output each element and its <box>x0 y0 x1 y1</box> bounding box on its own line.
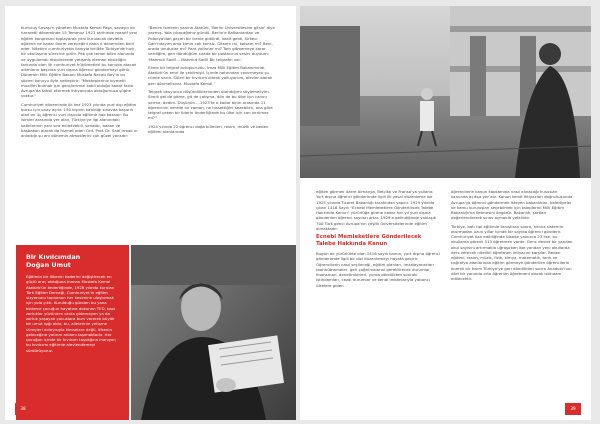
sidebar-title-line1: Bir Kıvılcımdan <box>26 253 81 261</box>
section-heading-line2: Talebe Hakkında Kanun <box>316 240 388 247</box>
page-number-right: 39 <box>565 403 581 415</box>
right-text-column-2 <box>451 189 575 285</box>
sidebar-body: Eğitimin bir ülkenin kaderini değiştirecek en güçlü araç olduğuna inanan Mustafa Kemal Atatürk'ün önderliğinde, 1928 yılında kurulan Türk Eğitim Derneği, Cumhuriyet'in eğitim vizyonunu toplumun her kesimine ulaştırmak için yola çıktı. Kurulduğu günden bu yana binlerce çocuğun hayatına dokunan TED, bazı zorluklar yüzünden okula gidemeyen ya da zorluk yaşayan çocuklara burs vererek büyük bir umut ışığı oldu; bu, ailelerinin yetişme süreçleri dolayısıyla kimselere değil, ülkenin geleceğine yatırım anlamı taşımaktadır. Her çocuğun içinde bir kıvılcım taşıdığına inanıyor; bu kıvılcımı eğitimle alevlendirmeyi sürdürüyoruz. <box>26 274 117 353</box>
paragraph: eğitim görmek üzere Almanya, Belçika ve Fransa'ya yollanır. Yurt dışına öğrenci gönderimde ilgili ilk yasal düzenleme ise 1925 yılında Ticaret Bakanlığı tarafından yapılır. 1929 yılında çıkan 1416 Sayılı "Ecnebi Memleketlere Gönderilecek Talebe Hakkında Kanun" yürürlüğe girene kadar her yıl yurt dışına gönderilen öğrenci sayıları artar. 1929'a gelindiğinde yaklaşık 700 Türk genci Avrupa'nın çeşitli üniversitelerinde eğitim almaktadır. <box>316 189 437 231</box>
paragraph: Kurtuluş Savaşı'n yöneten Mustafa Kemal Paşa, savaşın en hararetli döneminde 15 Temmuz 1921 tarihinde maarif yeni eğitim kongresini toplayarak yeni kurulacak devletin eğitime ne kadar önem vereceğini daha o dönemden belli eder. Nitekim cumhuriyetin ilanıyla birlikte Türkiye'de hızlı bir okullaşma sürecine girilir. Pek çok temel bilim alanında ve uygulamalı disiplinlerde yetişmiş eleman eksikliğin farkında olan ilk cumhuriyet hükümetleri bu konuda atacak adımların başında yurt dışına öğrenci göndermeyi görür. Dönemin Milli Eğitim Bakanı Mustafa Necati Bey'in bu sözleri konuyu öyle netleştirir: "Mektepleriniz kıymetli muallim bulmak için gençlerimizi kabil olduğu kadar fazla Avrupa'da tahsil ettirmek ihtiyacında olduğumuza şüphe yoktur." <box>21 25 138 99</box>
quote-paragraph: Elime bir telgraf tutuşturuldu. İmza Milli Eğitim Bakanımındı. Atatürk'ün emri ile çekilmişti. İçinde hatırından çevirmeyen şu cümle vardı. Süleri bir kıvılcım olarak yolluyorum, alevler olarak geri dönmelisiniz. Mustafa Kemal.' <box>148 64 273 86</box>
left-text-column-1 <box>21 25 139 142</box>
beach-child-photo <box>300 6 591 178</box>
paragraph: Bugün de yürürlükte olan 1416 sayılı kanun, yurt dışına öğrenci gönderimde ilgili bir dizi düzenlemeyi hayata geçirir. Öğrencilerin nasıl seçileceği, eğitim planları, imzalayacakları taahhütnameler, geri çağrılmalarını gerektirecek durumlar, finansman, denetimlerleri, yurda döndükten sonraki istihdamları, cezai durumlar ve kendi imkânlarıyla yabancı ülkelere giden <box>316 251 440 288</box>
section-heading <box>316 234 440 247</box>
quote-paragraph: Telgrafı okuyunca düşündüklerimden utandığımı söylemeliyim. Simdi gel de gitme, git de çalışma, dön de bu ülke için canını verme, dedim. Düşünün ...1923'te o kadar binin arasında 11 öğrencinin nerede ne zaman, ne hissettiğini sezebilen, ona göre telgraf çeken bir liderin önderliğinde bu ülke için can verilmez mi?" <box>148 89 273 121</box>
left-page <box>5 6 296 420</box>
paragraph: 1924 yılında 22 öğrenci doğa bilimleri, resim, müzik ve beden eğitimi alanlarında <box>148 123 269 135</box>
sidebar-title <box>26 254 119 269</box>
paragraph: Türkiye, batı tipi eğitimle tanıştıran sonra, henüz sistemin oturmadan uzun yıllar içinde bir sayıda öğrenci gönderir. Cumhuriyet ilan edildiğinde ülkede yalnızca 23 lise, bu okullarda görevli 513 öğretmen vardır. Genç devlet bir yandan okul sayısını artırmakla uğraşırken öte yandan yeni okullarda ders verecek nitelikli öğretmen ihtiyacını karşılar. Beden eğitimi, resim, müzik, fizik, kimya, matematik, tarih ve coğrafya alanlarında eğitim görmeye gönderilen öğrencilerin önemli bir kısmı Türkiye'ye geri döndükten sonra Anadolu'nun dört bir yanında orta öğrenim öğretmeni olarak istihdam edilecektir. <box>451 223 573 282</box>
sidebar-title-line2: Doğan Umut <box>26 260 71 269</box>
sidebar-box <box>16 245 129 420</box>
right-page <box>300 6 591 420</box>
section-heading-line1: Ecnebi Memleketlere Gönderilecek <box>316 234 422 241</box>
paragraph: Cumhuriyet döneminde ilk kez 1923 yılında yurt dışı eğitim bursu için onay açılır. 150 kişinin katıldığı sınavda başarılı olan on üç öğrenci yurt dışında eğitime hak kazanır. Bu isimler arasında yer alan, Türkiye'ye ilgi alanındaki katkılarının yanı sıra milletvekili, senatör, bakan ve başbakan olarak da hizmet eden Ord. Prof. Dr. Sadi Irmak ın anlattığı şu anı dönemin atmosferini çok güzel yansıtır: <box>21 101 138 139</box>
paragraph: öğrencilerin kanun kapsamına nasıl alınacağı hususları kanunda açıkça yer alır. Kanun kendi ihtiyacları doğrultusunda Avrupa'ya öğrenci göndermek isteyen bakanlıklar, belediyeler ve kamu kuruluşları seçebilmek için taleplerini Milli Eğitim Bakanlığı'na iletmesini öngörür. Bakanlık, şartları değerlendirerek sınav açmakla yetkilidir. <box>451 189 573 221</box>
quote-paragraph: "Benim ismimin yanına Atatürk, 'Berlin Üniversitesine gitsin' diye yazmış. Yola çıkacağımız gündü. Berlin'e Balkanlardan ve Polonya'dan geçen bir trenle gidilirdi. Vakit geldi, Sirkeci Garı'ndayım ama kimin cok kensiz. Gitsem mi, kalsam mı? Beni, orada unuturlar mı? Para yollarlar mı? Tam gitmemeye karar verdiğim, geri döndüğüm sırada bir postacının sesini duydum: 'Mahmut Sadi!... Mahmut Sadi! Bir telgrafın var.' <box>148 25 275 62</box>
left-text-column-2 <box>148 25 278 138</box>
page-number-left: 38 <box>15 403 31 415</box>
ataturk-reading-photo <box>131 245 296 420</box>
right-text-column-1 <box>316 189 440 291</box>
